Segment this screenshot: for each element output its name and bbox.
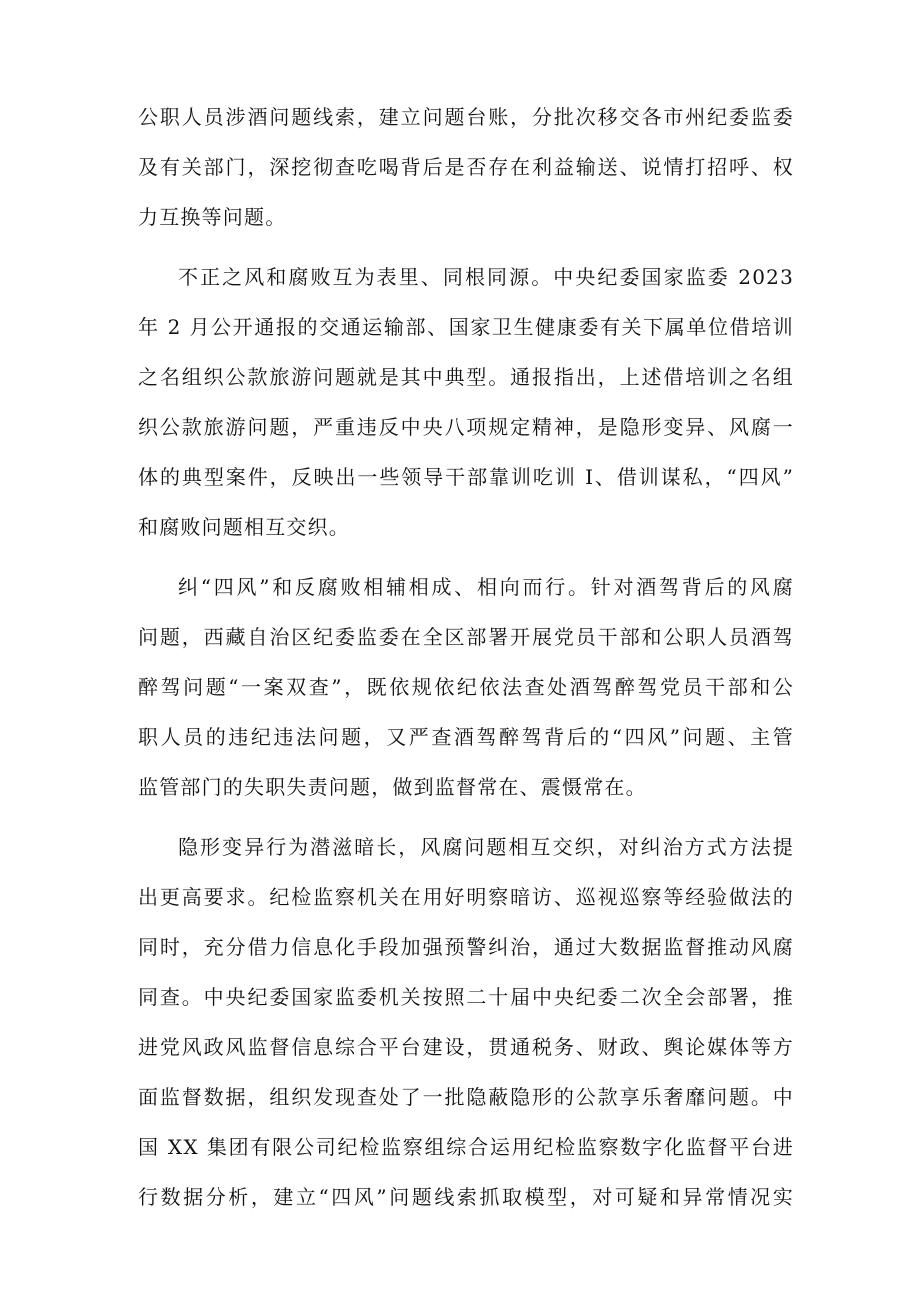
paragraph-line: 不正之风和腐败互为表里、同根同源。中央纪委国家监委 2023 [178, 265, 794, 289]
paragraph-line: 公职人员涉酒问题线索，建立问题台账，分批次移交各市州纪委监委 [138, 105, 794, 129]
paragraph-gap [138, 242, 794, 252]
document-body [138, 92, 794, 1222]
paragraph-line: 行数据分析，建立“四风”问题线索抓取模型，对可疑和异常情况实 [138, 1185, 794, 1209]
paragraph-gap [138, 812, 794, 822]
paragraph-2 [138, 252, 794, 552]
paragraph-gap [138, 552, 794, 562]
paragraph-line: 纠“四风”和反腐败相辅相成、相向而行。针对酒驾背后的风腐 [178, 575, 794, 599]
paragraph-line: 织公款旅游问题，严重违反中央八项规定精神，是隐形变异、风腐一 [138, 415, 794, 439]
paragraph-line: 和腐败问题相互交织。 [138, 515, 350, 539]
paragraph-line: 同时，充分借力信息化手段加强预警纠治，通过大数据监督推动风腐 [138, 935, 794, 959]
paragraph-line: 同查。中央纪委国家监委机关按照二十届中央纪委二次全会部署，推 [138, 985, 794, 1009]
paragraph-line: 出更高要求。纪检监察机关在用好明察暗访、巡视巡察等经验做法的 [138, 885, 794, 909]
paragraph-line: 力互换等问题。 [138, 205, 287, 229]
paragraph-4 [138, 822, 794, 1222]
paragraph-line: 监管部门的失职失责问题，做到监督常在、震慑常在。 [138, 775, 647, 799]
paragraph-line: 国 XX 集团有限公司纪检监察组综合运用纪检监察数字化监督平台进 [138, 1135, 794, 1159]
paragraph-line: 醉驾问题“一案双查”，既依规依纪依法查处酒驾醉驾党员干部和公 [138, 675, 794, 699]
paragraph-line: 问题，西藏自治区纪委监委在全区部署开展党员干部和公职人员酒驾 [138, 625, 794, 649]
paragraph-line: 之名组织公款旅游问题就是其中典型。通报指出，上述借培训之名组 [138, 365, 794, 389]
paragraph-1 [138, 92, 794, 242]
paragraph-3 [138, 562, 794, 812]
paragraph-line: 隐形变异行为潜滋暗长，风腐问题相互交织，对纠治方式方法提 [178, 835, 794, 859]
paragraph-line: 及有关部门，深挖彻查吃喝背后是否存在利益输送、说情打招呼、权 [138, 155, 794, 179]
paragraph-line: 职人员的违纪违法问题，又严查酒驾醉驾背后的“四风”问题、主管 [138, 725, 794, 749]
paragraph-line: 体的典型案件，反映出一些领导干部靠训吃训 I、借训谋私，“四风” [138, 465, 794, 489]
paragraph-line: 面监督数据，组织发现查处了一批隐蔽隐形的公款享乐奢靡问题。中 [138, 1085, 794, 1109]
paragraph-line: 进党风政风监督信息综合平台建设，贯通税务、财政、舆论媒体等方 [138, 1035, 794, 1059]
paragraph-line: 年 2 月公开通报的交通运输部、国家卫生健康委有关下属单位借培训 [138, 315, 794, 339]
